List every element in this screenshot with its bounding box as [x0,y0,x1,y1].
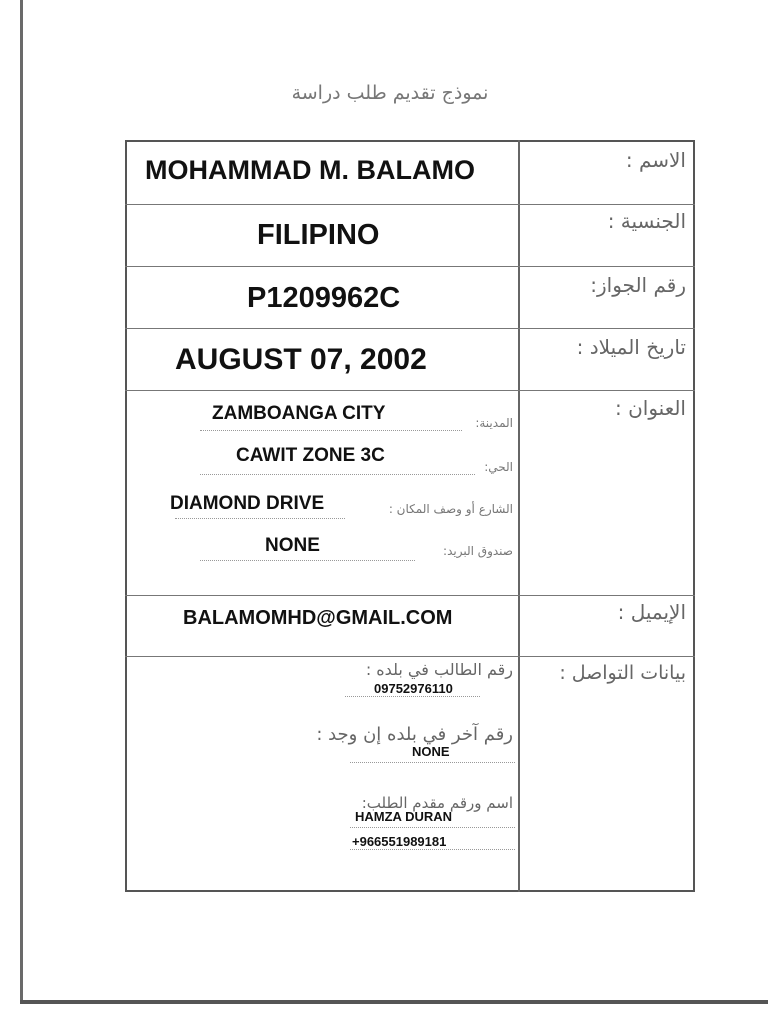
applicant-label: اسم ورقم مقدم الطلب: [361,794,513,812]
email-label: الإيميل : [617,600,686,624]
applicant-name-value: HAMZA DURAN [355,809,453,824]
scan-edge-left [20,0,23,1004]
address-street-value: DIAMOND DRIVE [170,493,325,514]
contact-label: بيانات التواصل : [559,662,686,684]
form-frame [125,140,695,892]
address-city-line [200,430,462,431]
address-city-value: ZAMBOANGA CITY [212,403,386,424]
applicant-name-line [350,827,515,828]
address-district-value: CAWIT ZONE 3C [236,445,385,466]
address-city-label: المدينة: [475,416,513,430]
row-divider [125,656,695,657]
row-divider [125,266,695,267]
row-divider [125,390,695,391]
other-number-line [350,762,515,763]
home-number-label: رقم الطالب في بلده : [365,660,513,679]
nationality-label: الجنسية : [607,209,686,233]
row-divider [125,595,695,596]
column-divider [518,140,520,892]
home-number-line [345,696,480,697]
name-value: MOHAMMAD M. BALAMO [145,155,475,185]
birthdate-label: تاريخ الميلاد : [576,335,686,359]
address-district-label: الحي: [484,460,513,474]
home-number-value: 09752976110 [374,681,453,696]
passport-value: P1209962C [247,282,401,314]
name-label: الاسم : [625,148,686,172]
page-title: نموذج تقديم طلب دراسة [291,82,489,104]
row-divider [125,328,695,329]
applicant-phone-value: +966551989181 [352,834,447,849]
address-pobox-label: صندوق البريد: [443,544,513,558]
address-label: العنوان : [614,396,686,420]
scan-edge-bottom [20,1000,768,1004]
address-street-line [175,518,345,519]
address-pobox-value: NONE [265,535,320,556]
address-district-line [200,474,475,475]
email-value: BALAMOMHD@GMAIL.COM [183,607,453,629]
row-divider [125,204,695,205]
other-number-value: NONE [412,744,450,759]
applicant-phone-line [350,849,515,850]
passport-label: رقم الجواز: [590,273,686,297]
address-pobox-line [200,560,415,561]
birthdate-value: AUGUST 07, 2002 [175,343,427,376]
other-number-label: رقم آخر في بلده إن وجد : [316,724,513,745]
address-street-label: الشارع أو وصف المكان : [388,502,513,516]
nationality-value: FILIPINO [257,219,380,251]
